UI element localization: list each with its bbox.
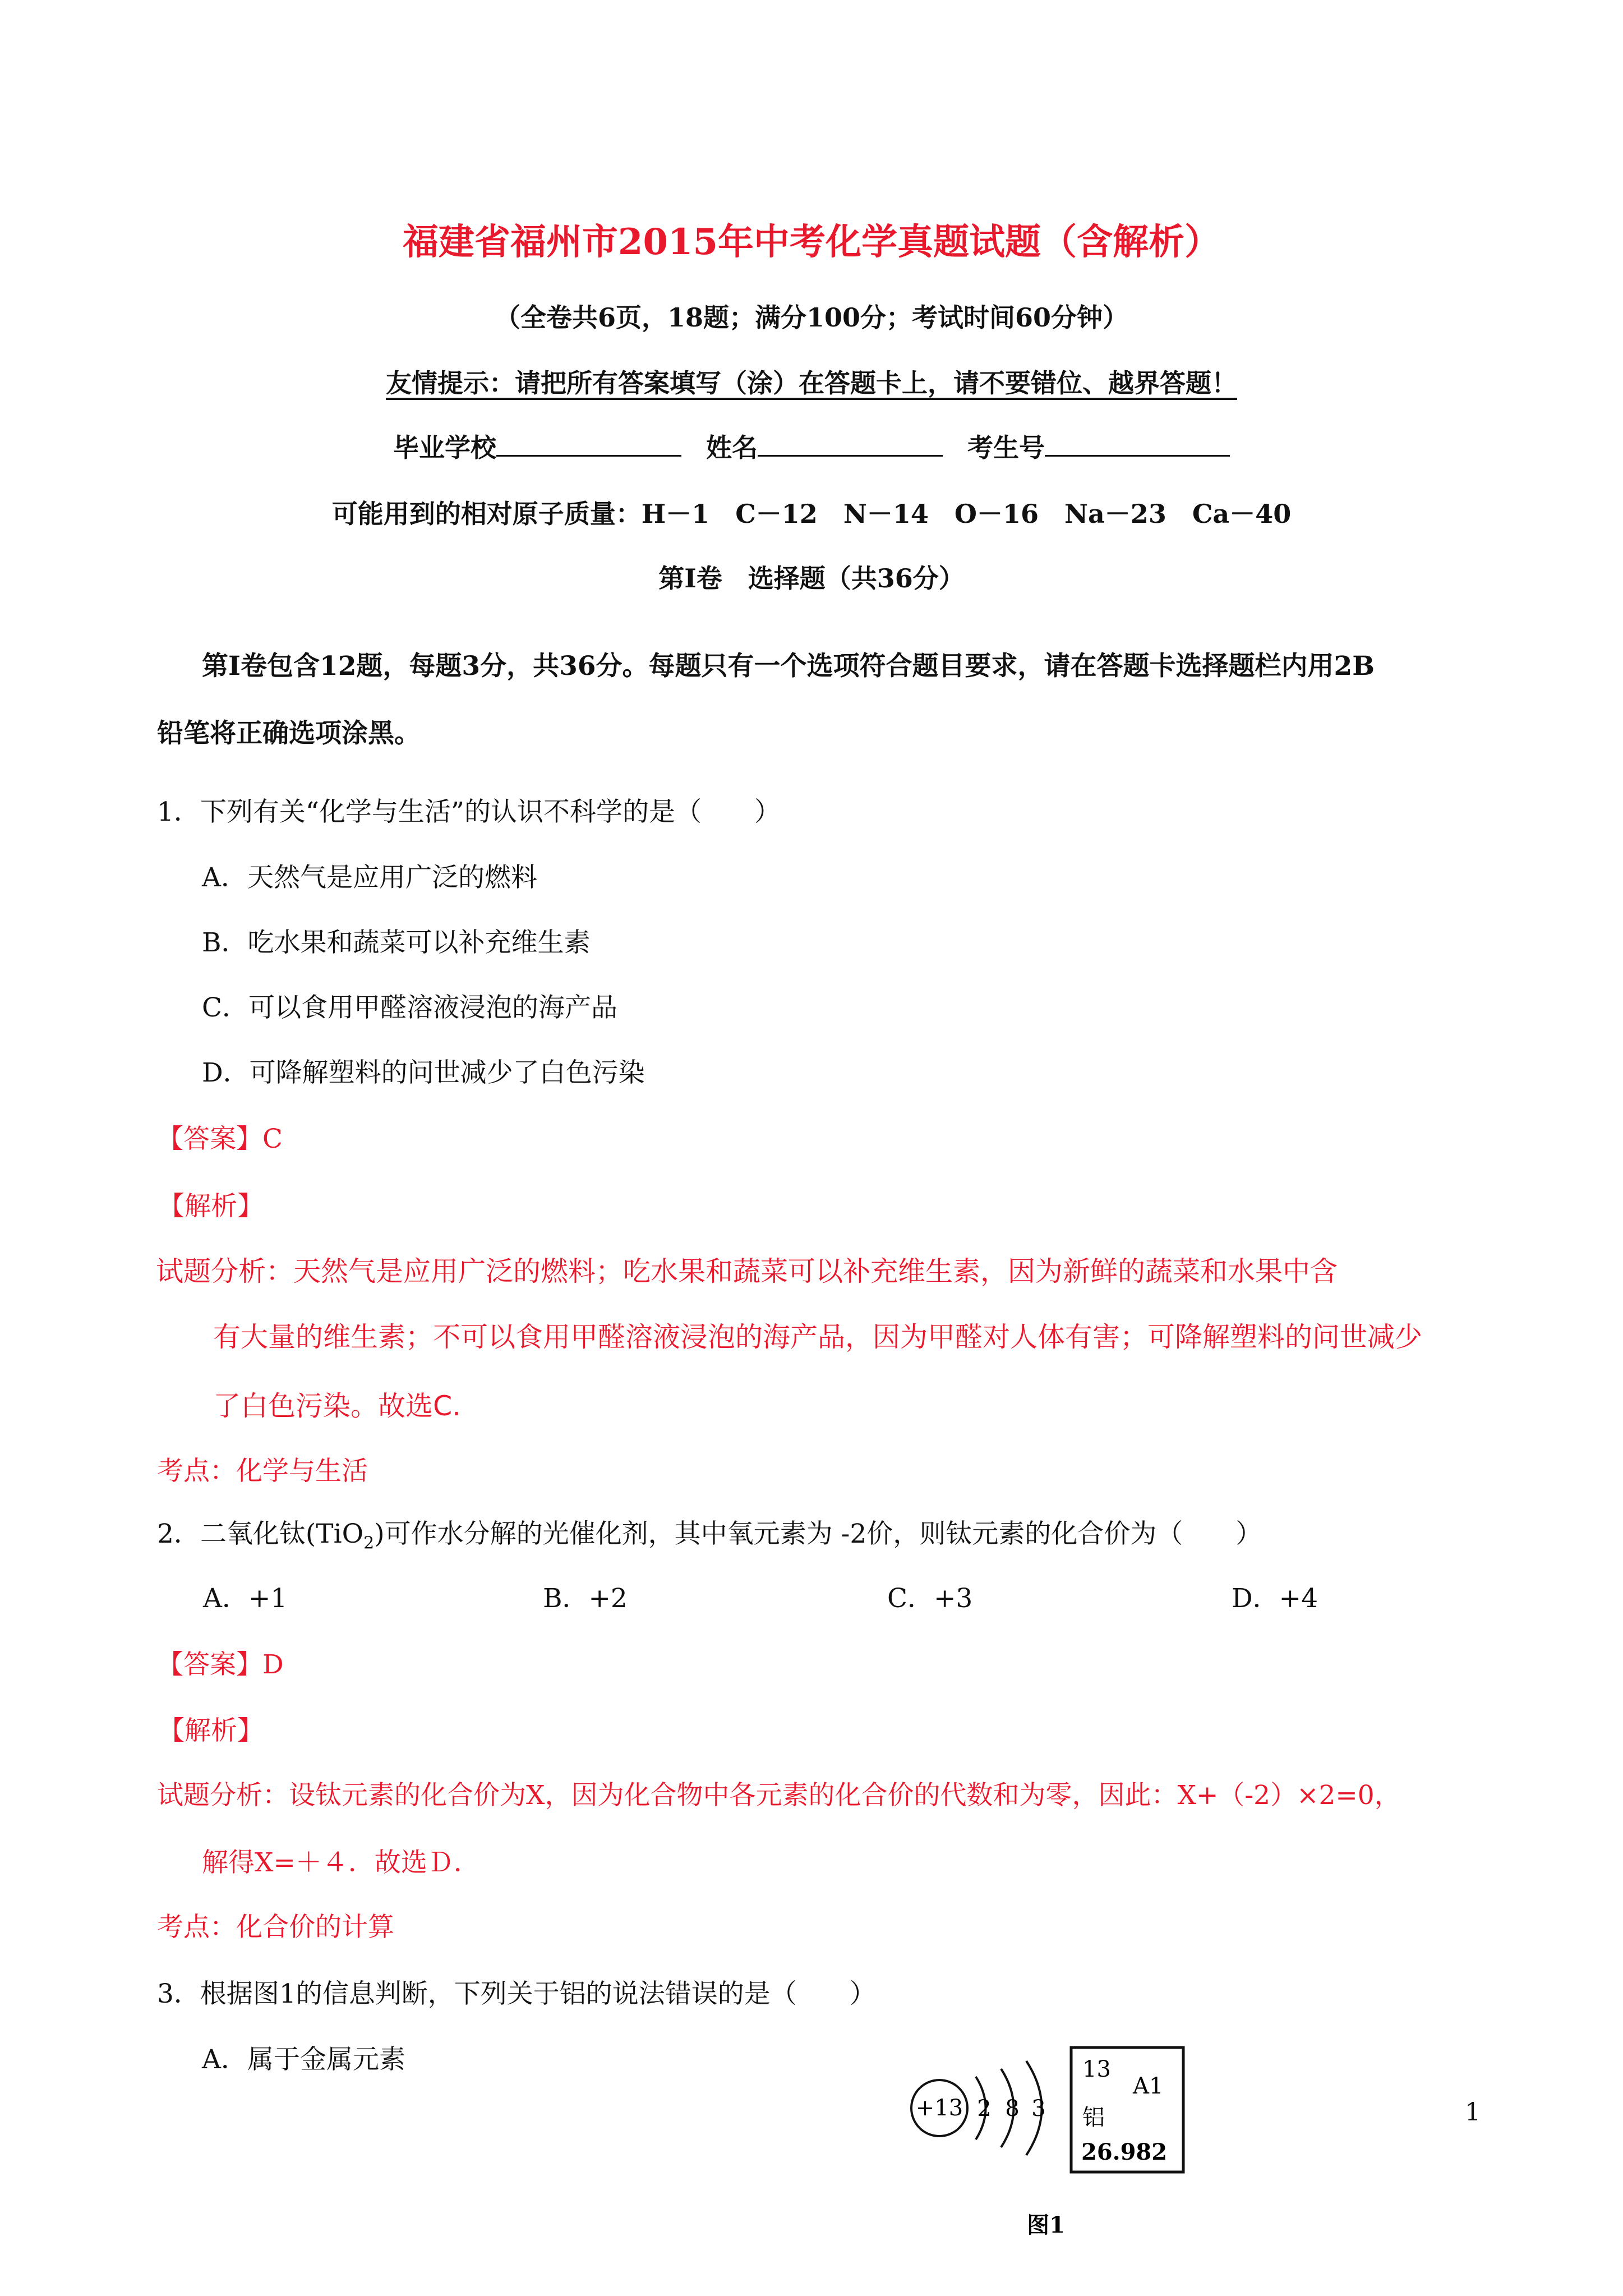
- instructions-line-2: 铅笔将正确选项涂黑。: [157, 718, 421, 749]
- exam-info: （全卷共6页，18题；满分100分；考试时间60分钟）: [494, 302, 1129, 333]
- q2-stem: [157, 1513, 1262, 1553]
- nucleus-charge: +13: [915, 2095, 963, 2121]
- q2-analysis-line-2: 解得X=＋４．故选Ｄ．: [202, 1847, 480, 1878]
- name-blank[interactable]: [758, 432, 943, 457]
- q1-stem: 1．下列有关“化学与生活”的认识不科学的是（ ）: [157, 797, 781, 827]
- q2-analysis-label: 【解析】: [158, 1715, 264, 1746]
- q3-option-a: A．属于金属元素: [202, 2044, 405, 2075]
- q3-stem: 3．根据图1的信息判断，下列关于铝的说法错误的是（ ）: [157, 1978, 876, 2009]
- atomic-number: 13: [1082, 2056, 1111, 2082]
- q2-stem-subscript: 2: [363, 1533, 375, 1553]
- atomic-mass-line: 可能用到的相对原子质量：H－1 C－12 N－14 O－16 Na－23 Ca－40: [331, 499, 1292, 529]
- school-label: 毕业学校: [393, 432, 496, 463]
- document-title: 福建省福州市2015年中考化学真题试题（含解析）: [402, 221, 1221, 263]
- q2-stem-part-1: 2．二氧化钛(TiO: [157, 1519, 364, 1549]
- q2-option-c: C．+3: [887, 1583, 973, 1614]
- instructions-line-1: 第Ⅰ卷包含12题，每题3分，共36分。每题只有一个选项符合题目要求，请在答题卡选择题栏内用2B: [202, 651, 1375, 682]
- q2-analysis-line-1: 试题分析：设钛元素的化合价为X，因为化合物中各元素的化合价的代数和为零，因此：X+（-2）×2=0，: [157, 1780, 1401, 1811]
- q2-option-a: A．+1: [203, 1583, 288, 1614]
- q1-analysis-label: 【解析】: [158, 1191, 264, 1222]
- friendly-hint-text: 友情提示：请把所有答案填写（涂）在答题卡上，请不要错位、越界答题！: [386, 368, 1237, 398]
- element-name: 铝: [1082, 2105, 1105, 2131]
- section-title: 第Ⅰ卷 选择题（共36分）: [658, 563, 965, 593]
- student-info-row: [0, 427, 1623, 464]
- element-symbol: A1: [1133, 2073, 1164, 2099]
- exam-number-label: 考生号: [967, 432, 1045, 463]
- exam-number-blank[interactable]: [1045, 432, 1230, 457]
- q1-analysis-line-2: 有大量的维生素；不可以食用甲醛溶液浸泡的海产品，因为甲醛对人体有害；可降解塑料的问世减少: [213, 1321, 1423, 1353]
- q1-option-a: A．天然气是应用广泛的燃料: [202, 862, 537, 893]
- q2-knowledge-point: 考点：化合价的计算: [157, 1912, 394, 1943]
- q2-answer: 【答案】D: [157, 1649, 284, 1680]
- name-label: 姓名: [706, 432, 758, 463]
- aluminum-figure: [892, 2042, 1195, 2249]
- figure-caption: 图1: [1027, 2212, 1065, 2238]
- q1-knowledge-point: 考点：化学与生活: [157, 1456, 368, 1487]
- shell-1-electrons: 2: [977, 2096, 992, 2122]
- q1-option-c: C．可以食用甲醛溶液浸泡的海产品: [202, 992, 617, 1023]
- q1-answer: 【答案】C: [157, 1124, 283, 1154]
- atomic-mass: 26.982: [1081, 2139, 1168, 2165]
- q2-option-b: B．+2: [543, 1583, 628, 1614]
- q1-analysis-line-3: 了白色污染。故选C.: [213, 1390, 461, 1422]
- shell-3-electrons: 3: [1031, 2096, 1046, 2122]
- q2-option-d: D．+4: [1232, 1583, 1318, 1614]
- page-number: 1: [1465, 2098, 1481, 2127]
- q1-option-b: B．吃水果和蔬菜可以补充维生素: [202, 927, 591, 958]
- q1-option-d: D．可降解塑料的问世减少了白色污染: [202, 1057, 645, 1088]
- friendly-hint: [0, 363, 1623, 400]
- q1-analysis-line-1: 试题分析：天然气是应用广泛的燃料；吃水果和蔬菜可以补充维生素，因为新鲜的蔬菜和水果中含: [156, 1255, 1338, 1287]
- shell-2-electrons: 8: [1005, 2096, 1020, 2122]
- q2-stem-part-2: )可作水分解的光催化剂，其中氧元素为 -2价，则钛元素的化合价为（ ）: [374, 1519, 1262, 1549]
- school-blank[interactable]: [496, 432, 681, 457]
